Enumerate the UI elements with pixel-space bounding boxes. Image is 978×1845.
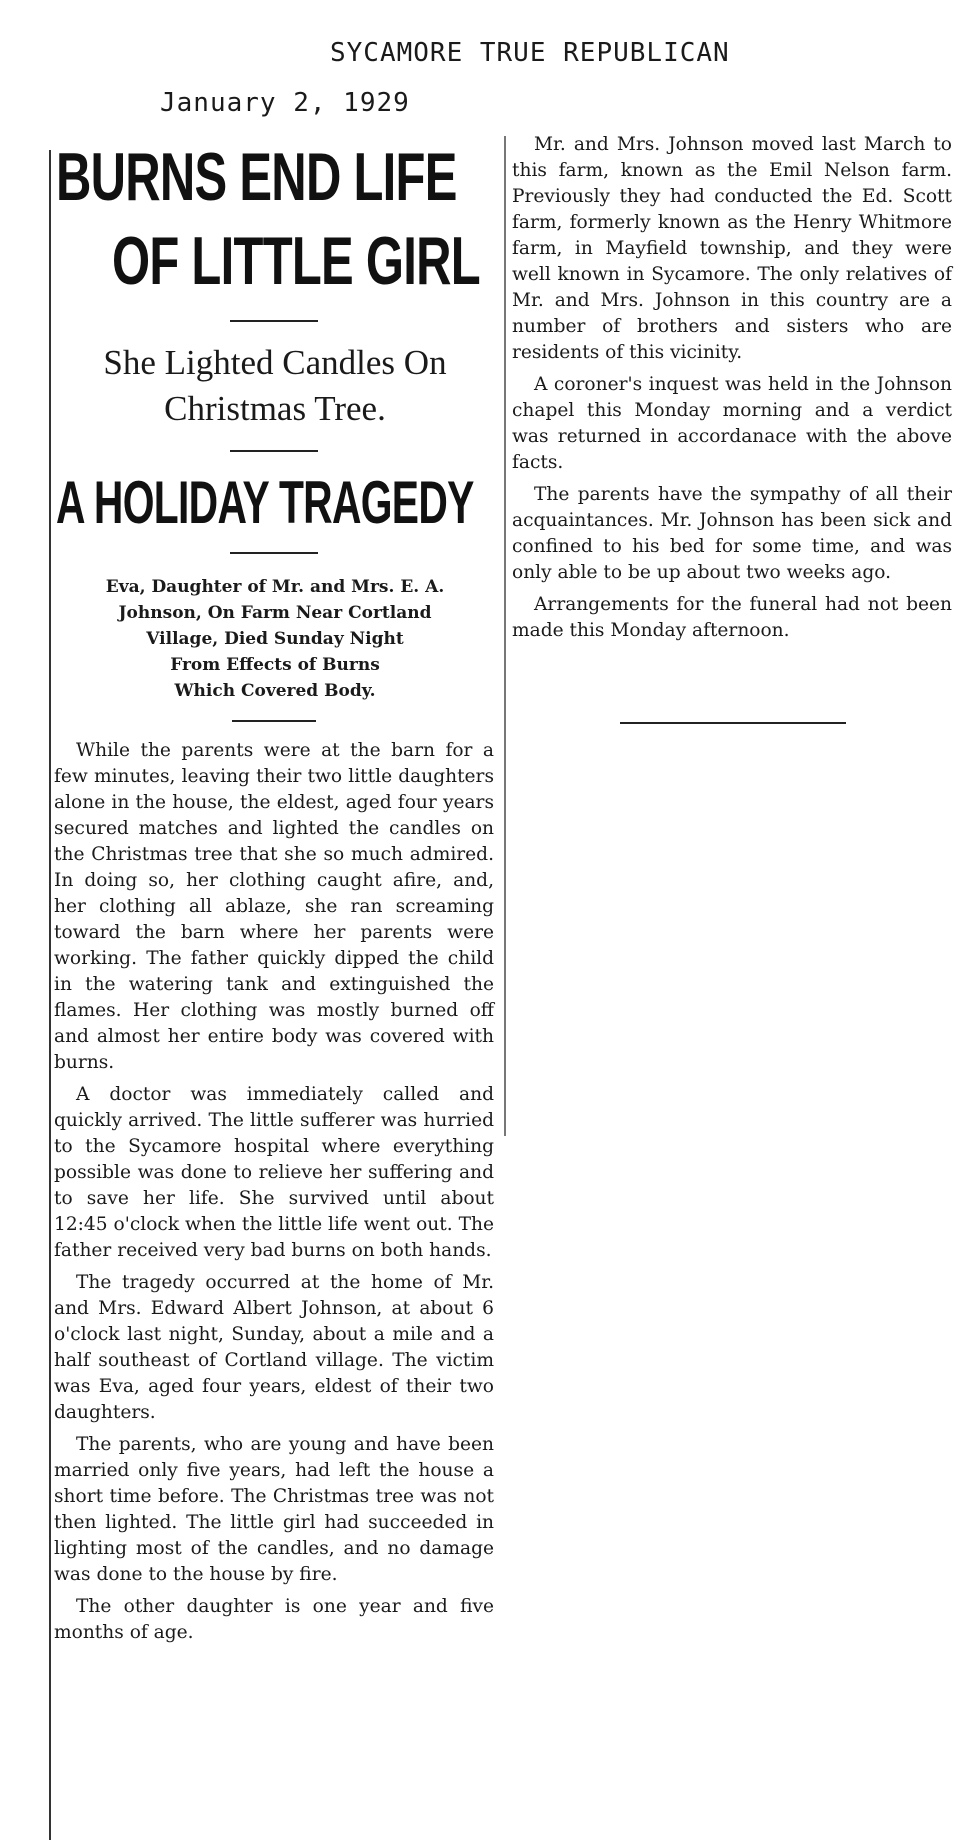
publication-date: January 2, 1929 — [160, 88, 410, 118]
deck-line-1: Eva, Daughter of Mr. and Mrs. E. A. — [105, 577, 445, 597]
article-paragraph: The other daughter is one year and five months of age. — [54, 1596, 494, 1643]
headline-line-2: OF LITTLE GIRL — [112, 223, 480, 299]
left-column-rule — [49, 150, 51, 1840]
article-paragraph: The parents have the sympathy of all their acquaintances. Mr. Johnson has been sick and confined to his bed for some time, and was only able to be up about two weeks ago. — [512, 484, 952, 583]
second-headline: A HOLIDAY TRAGEDY — [56, 469, 474, 536]
article-paragraph: Mr. and Mrs. Johnson moved last March to this farm, known as the Emil Nelson farm. Previously they had conducted the Ed. Scott farm, formerly known as the Henry Whitmore farm, in Mayfield township, and they were well known in Sycamore. The only relatives of Mr. and Mrs. Johnson in this country are a number of brothers and sisters who are residents of this vicinity. — [512, 134, 952, 363]
divider-rule — [230, 450, 318, 452]
divider-rule — [230, 552, 318, 554]
article-paragraph: While the parents were at the barn for a few minutes, leaving their two little daughters alone in the house, the eldest, aged four years secured matches and lighted the candles on the Christmas tree that she so much admired. In doing so, her clothing caught afire, and, her clothing all ablaze, she ran screaming toward the barn where her parents were working. The father quickly dipped the child in the watering tank and extinguished the flames. Her clothing was mostly burned off and almost her entire body was covered with burns. — [54, 740, 494, 1073]
divider-rule — [232, 720, 316, 722]
subheadline-line-2: Christmas Tree. — [164, 389, 386, 428]
subheadline-line-1: She Lighted Candles On — [103, 343, 447, 382]
article-paragraph: A coroner's inquest was held in the Johnson chapel this Monday morning and a verdict was returned in accordanace with the above facts. — [512, 374, 952, 473]
deck-line-3: Village, Died Sunday Night — [146, 629, 404, 649]
divider-rule — [230, 320, 318, 322]
end-rule — [620, 722, 846, 724]
right-article-column — [512, 132, 952, 650]
deck-summary — [52, 574, 498, 704]
newspaper-masthead: SYCAMORE TRUE REPUBLICAN — [330, 38, 730, 68]
deck-line-5: Which Covered Body. — [174, 681, 376, 701]
article-paragraph: Arrangements for the funeral had not been made this Monday afternoon. — [512, 594, 952, 641]
subheadline — [52, 340, 498, 432]
article-paragraph: A doctor was immediately called and quickly arrived. The little sufferer was hurried to the Sycamore hospital where everything possible was done to relieve her suffering and to save her life. She survived until about 12:45 o'clock when the little life went out. The father received very bad burns on both hands. — [54, 1084, 494, 1261]
headline-line-1: BURNS END LIFE — [56, 139, 457, 215]
article-paragraph: The parents, who are young and have been married only five years, had left the house a short time before. The Christmas tree was not then lighted. The little girl had succeeded in lighting most of the candles, and no damage was done to the house by fire. — [54, 1434, 494, 1585]
deck-line-2: Johnson, On Farm Near Cortland — [118, 603, 432, 623]
center-column-rule — [504, 136, 506, 1136]
left-article-column — [54, 738, 494, 1652]
article-paragraph: The tragedy occurred at the home of Mr. and Mrs. Edward Albert Johnson, at about 6 o'clock last night, Sunday, about a mile and a half southeast of Cortland village. The victim was Eva, aged four years, eldest of their two daughters. — [54, 1272, 494, 1423]
deck-line-4: From Effects of Burns — [170, 655, 380, 675]
